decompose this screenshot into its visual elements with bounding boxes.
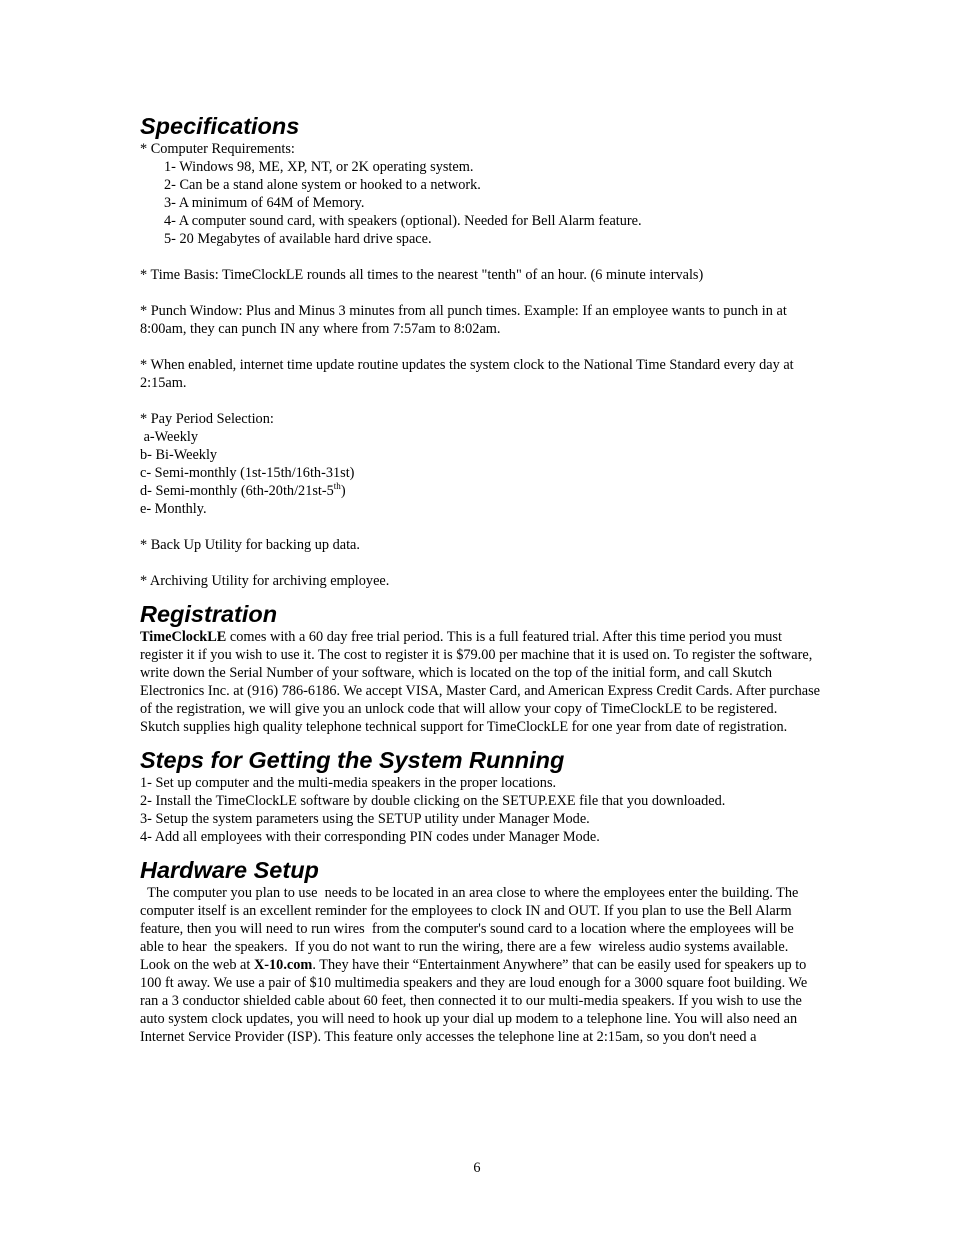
registration-text: comes with a 60 day free trial period. This is a full featured trial. After this time period you must register it if you wish to use it. The cost to register it is $79.00 per machine that it is used on. To register the software, write down the Serial Number of your software, which is located on the top of the initial form, and call Skutch Electronics Inc. at (916) 786-6186. We accept VISA, Master Card, and American Express Credit Cards. After purchase of the registration, we will give you an unlock code that will allow your copy of TimeClockLE to be registered. Skutch supplies high quality telephone technical support for TimeClockLE for one year from date of registration.: [140, 629, 820, 735]
requirement-item: 5- 20 Megabytes of available hard drive space.: [164, 231, 432, 247]
requirement-item: 3- A minimum of 64M of Memory.: [164, 195, 365, 211]
archiving-utility-text: * Archiving Utility for archiving employee.: [140, 573, 390, 589]
pay-period-d-text: d- Semi-monthly (6th-20th/21st-5: [140, 483, 334, 499]
requirement-item: 2- Can be a stand alone system or hooked to a network.: [164, 177, 481, 193]
x10-website: X-10.com: [253, 957, 313, 973]
step-item: 1- Set up computer and the multi-media speakers in the proper locations.: [140, 775, 557, 791]
registration-paragraph: [140, 628, 820, 736]
pay-period-item: a-Weekly: [140, 429, 198, 445]
pay-period-d-close: ): [340, 483, 346, 499]
time-basis-text: * Time Basis: TimeClockLE rounds all times to the nearest "tenth" of an hour. (6 minute intervals): [140, 267, 704, 283]
document-page: [140, 112, 820, 1046]
pay-period-item: e- Monthly.: [140, 501, 207, 517]
step-item: 2- Install the TimeClockLE software by double clicking on the SETUP.EXE file that you downloaded.: [140, 793, 726, 809]
page-number: 6: [473, 1160, 481, 1176]
hardware-text-after: . They have their “Entertainment Anywhere” that can be easily used for speakers up to 100 ft away. We use a pair of $10 multimedia speakers and they are loud enough for a 3000 square foot building. We ran a 3 conductor shielded cable about 60 feet, then connected it to our multi-media speakers. If you wish to use the auto system clock updates, you will need to hook up your dial up modem to a telephone line. You will also need an Internet Service Provider (ISP). This feature only accesses the telephone line at 2:15am, so you don't need a: [140, 957, 808, 1045]
steps-heading: Steps for Getting the System Running: [140, 747, 565, 773]
pay-period-item: b- Bi-Weekly: [140, 447, 218, 463]
step-item: 4- Add all employees with their corresponding PIN codes under Manager Mode.: [140, 829, 600, 845]
punch-window-text: * Punch Window: Plus and Minus 3 minutes from all punch times. Example: If an employee wants to punch in at 8:00am, they can punch IN any where from 7:57am to 8:02am.: [140, 303, 787, 337]
pay-period-d-superscript: th: [333, 481, 341, 492]
internet-time-text: * When enabled, internet time update routine updates the system clock to the National Time Standard every day at 2:15am.: [140, 357, 794, 391]
registration-heading: Registration: [140, 601, 278, 627]
step-item: 3- Setup the system parameters using the SETUP utility under Manager Mode.: [140, 811, 590, 827]
backup-utility-text: * Back Up Utility for backing up data.: [140, 537, 360, 553]
requirement-item: 1- Windows 98, ME, XP, NT, or 2K operating system.: [164, 159, 474, 175]
requirement-item: 4- A computer sound card, with speakers (optional). Needed for Bell Alarm feature.: [164, 213, 642, 229]
pay-period-item: [140, 482, 820, 500]
hardware-setup-paragraph: [140, 884, 820, 1046]
computer-requirements-title: * Computer Requirements:: [140, 141, 295, 157]
specifications-heading: Specifications: [140, 113, 300, 139]
hardware-setup-heading: Hardware Setup: [140, 857, 319, 883]
hardware-text-before: The computer you plan to use needs to be located in an area close to where the employees enter the building. The computer itself is an excellent reminder for the employees to clock IN and OUT. If you plan to use the Bell Alarm feature, then you will need to run wires from the computer's sound card to a location where the employees will be able to hear the speakers. If you do not want to run the wiring, there are a few wireless audio systems available. Look on the web at: [140, 885, 802, 973]
pay-period-item: c- Semi-monthly (1st-15th/16th-31st): [140, 465, 355, 481]
registration-product-name: TimeClockLE: [140, 629, 227, 645]
pay-period-title: * Pay Period Selection:: [140, 411, 274, 427]
